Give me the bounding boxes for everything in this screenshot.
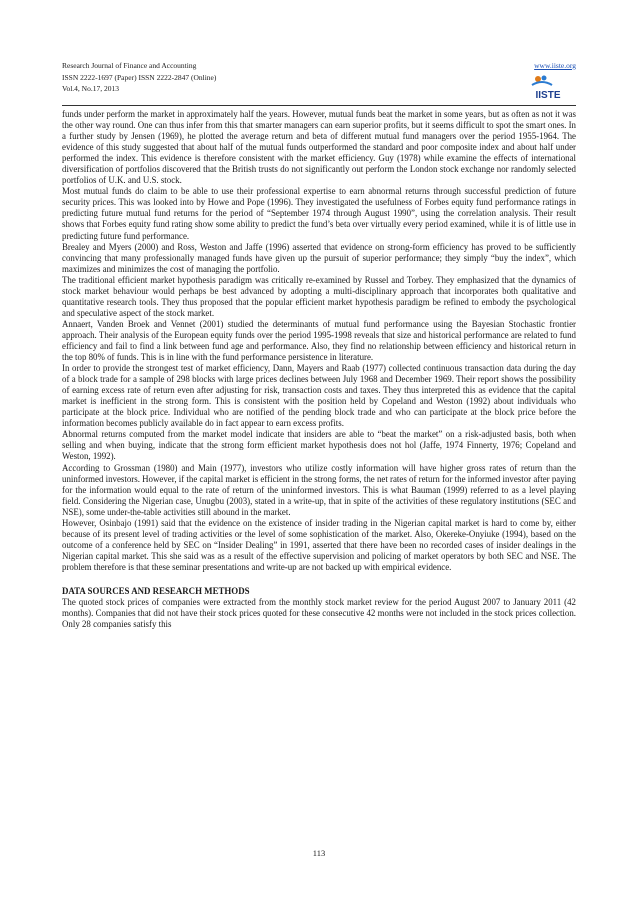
section-paragraph: The quoted stock prices of companies were extracted from the monthly stock market review for the period August 2007 to January 2011 (42 months). Companies that did not have their stock prices quoted for these consecutive 42 months were not included in the stock prices collection. Only 28 companies satisfy this [62, 597, 576, 630]
article-body [62, 109, 576, 630]
svg-text:IISTE: IISTE [535, 90, 561, 101]
paragraph: Most mutual funds do claim to be able to use their professional expertise to earn abnormal returns through successful prediction of future security prices. This was looked into by Howe and Pope (1996). They investigated the usefulness of Forbes equity fund performance ratings in predicting future mutual fund returns for the period of “September 1974 through August 1990”, using the correlation analysis. Their result shows that Forbes equity fund rating show some ability to predict the fund’s beta over virtually every period examined, while it is of little use in predicting future fund performance. [62, 186, 576, 241]
iiste-logo-icon [530, 73, 566, 101]
journal-issn: ISSN 2222-1697 (Paper) ISSN 2222-2847 (Online) [62, 72, 217, 82]
section-heading: DATA SOURCES AND RESEARCH METHODS [62, 585, 250, 596]
journal-info [62, 60, 216, 95]
paragraph: According to Grossman (1980) and Main (1977), investors who utilize costly information will have higher gross rates of return than the uninformed investors. However, if the capital market is efficient in the strong forms, the net rates of return for the informed investor after paying for the information would equal to the rate of return of the uninformed investors. This is what Bauman (1999) referred to as a level playing field. Considering the Nigerian case, Unugbu (2003), stated in a write-up, that in spite of the activities of these regulatory institutions (SEC and NSE), some under-the-table activities still abound in the market. [62, 462, 576, 517]
journal-title: Research Journal of Finance and Accounting [62, 61, 197, 70]
journal-website-link[interactable]: www.iiste.org [534, 61, 576, 70]
page-number: 113 [312, 848, 326, 858]
paragraph: Annaert, Vanden Broek and Vennet (2001) studied the determinants of mutual fund performance using the Bayesian Stochastic frontier approach. Their analysis of the European equity funds over the period 1995-1998 reveals that size and historical performance are related to fund efficiency and fail to find a link between fund age and performance. Also, they find no relationship between efficiency and historical return in the top 80% of funds. This is in line with the fund performance persistence in literature. [62, 318, 576, 363]
paragraph: Abnormal returns computed from the market model indicate that insiders are able to “beat the market” on a risk-adjusted basis, both when selling and when buying, indicate that the strong form efficient market hypothesis does not hol (Jaffe, 1974 Finnerty, 1976; Copeland and Weston, 1992). [62, 429, 576, 462]
paragraph: In order to provide the strongest test of market efficiency, Dann, Mayers and Raab (1977) collected continuous transaction data during the day of a block trade for a sample of 298 blocks with large prices declines between July 1968 and December 1969. Their report shows the possibility of earning excess rate of return even after adjusting for risk, transaction costs and taxes. They thus interpreted this as evidence that the capital market is inefficient in the strong form. This is consistent with the position held by Copeland and Weston (1992) about individuals who participate at the block price. Individual who are notified of the pending block trade and who can participate at the block price before the information becomes publicly available do in fact appear to earn excess profits. [62, 363, 576, 429]
header-divider [62, 105, 576, 106]
journal-volume: Vol.4, No.17, 2013 [62, 84, 119, 93]
paragraph: Brealey and Myers (2000) and Ross, Weston and Jaffe (1996) asserted that evidence on strong-form efficiency has proved to be sufficiently convincing that many professionally managed funds have given up the pursuit of superior performance; they simply “buy the index”, which maximizes and minimizes the cost of managing the portfolio. [62, 241, 576, 274]
page-header [62, 60, 576, 104]
paragraph: However, Osinbajo (1991) said that the evidence on the existence of insider trading in the Nigerian capital market is hard to come by, either because of its present level of trading activities or the level of some sophistication of the market. Also, Okereke-Onyiuke (1994), based on the outcome of a conference held by SEC on “Insider Dealing” in 1991, asserted that there have been no recorded cases of insider dealings in the Nigerian capital market. This she said was as a result of the effective supervision and policing of market operators by both SEC and NSE. The problem therefore is that these seminar presentations and write-up are not backed up with empirical evidence. [62, 517, 576, 572]
paragraph: funds under perform the market in approximately half the years. However, mutual funds beat the market in some years, but as often as not it was the other way round. One can thus infer from this that smarter managers can earn superior profits, but it seems difficult to spot the smart ones. In a further study by Jensen (1969), he plotted the average return and beta of different mutual fund managers over the period 1955-1964. The evidence of this study suggested that about half of the mutual funds outperformed the standard and poor composite index and about half under performed the index. This evidence is therefore consistent with the market efficiency. Guy (1978) while examine the effects of international diversification of portfolios discovered that the British trusts do not significantly out perform the London stock exchange nor randomly selected portfolios of U.K. and U.S. stock. [62, 109, 576, 186]
paragraph: The traditional efficient market hypothesis paradigm was critically re-examined by Russel and Torbey. They emphasized that the dynamics of stock market behaviour would perhaps be best advanced by adopting a multi-disciplinary approach that incorporates both qualitative and quantitative research tools. They thus proposed that the popular efficient market hypothesis paradigm be refined to embody the psychological and speculative aspect of the stock market. [62, 274, 576, 318]
